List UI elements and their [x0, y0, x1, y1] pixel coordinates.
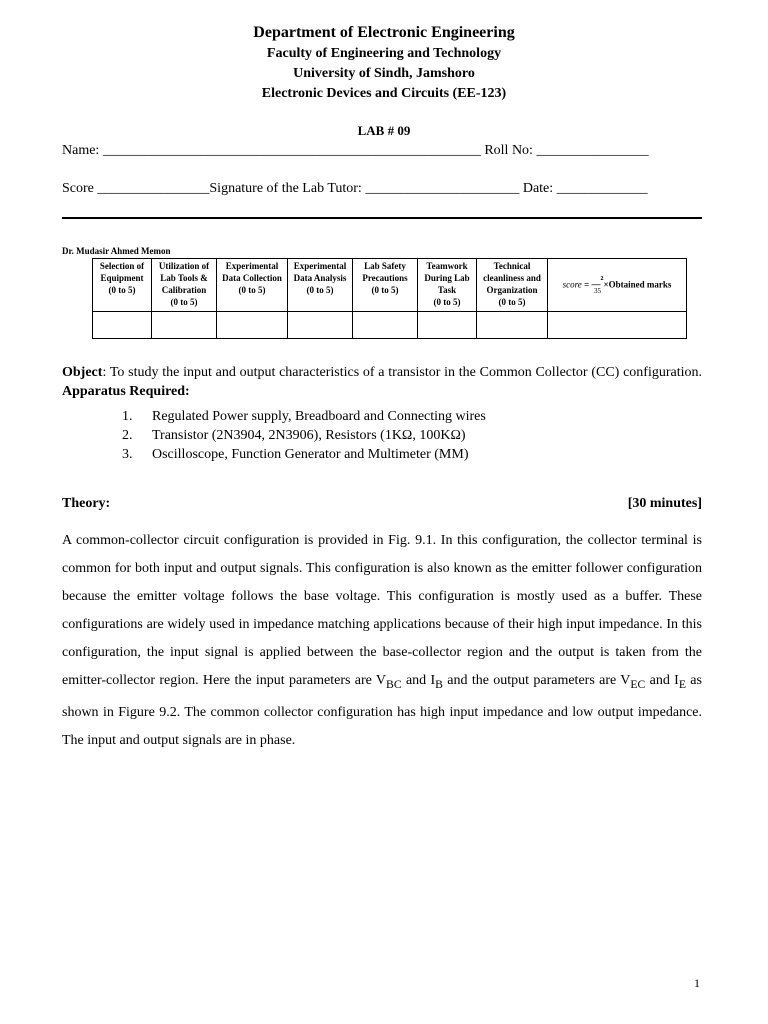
- formula-rhs: Obtained marks: [608, 279, 672, 290]
- name-field[interactable]: ______________________________________________________: [102, 143, 481, 158]
- formula-denominator: 35: [593, 286, 601, 295]
- department-title: Department of Electronic Engineering: [253, 24, 515, 41]
- theory-text-part: as shown in Figure 9.2. The common collector configuration has high input impedance and low output impedance. The input and output signals are in phase.: [62, 673, 702, 748]
- list-item: [122, 407, 486, 426]
- list-number: 1.: [122, 409, 133, 424]
- rubric-criterion-line: Equipment: [100, 273, 144, 283]
- subscript: EC: [630, 677, 646, 691]
- theory-heading-row: [62, 496, 702, 512]
- rubric-criterion: [152, 259, 217, 312]
- apparatus-label: Apparatus Required:: [62, 384, 190, 399]
- rubric-criterion-line: (0 to 5): [238, 285, 266, 295]
- object-text: : To study the input and output characteristics of a transistor in the Common Collector (CC) configuration.: [102, 365, 702, 380]
- score-field[interactable]: ________________: [97, 181, 210, 196]
- rubric-criterion: [93, 259, 152, 312]
- rubric-score-cell[interactable]: [152, 312, 217, 339]
- object-paragraph: [62, 363, 702, 401]
- roll-field[interactable]: ________________: [536, 143, 649, 158]
- signature-label: Signature of the Lab Tutor:: [209, 181, 362, 196]
- page-number: 1: [694, 976, 700, 990]
- theory-text-part: and I: [645, 673, 679, 688]
- rubric-criterion: [353, 259, 418, 312]
- faculty-title: Faculty of Engineering and Technology: [266, 46, 502, 61]
- rubric-score-cell[interactable]: [418, 312, 477, 339]
- author-name: Dr. Mudasir Ahmed Memon: [62, 246, 171, 256]
- list-item: [122, 445, 486, 464]
- formula-eq: =: [584, 279, 590, 290]
- rubric-score-cell[interactable]: [353, 312, 418, 339]
- formula-superscript: 2: [600, 275, 604, 282]
- roll-label: Roll No:: [484, 143, 533, 158]
- rubric-criterion-line: Calibration: [161, 285, 207, 295]
- rubric-criterion-line: (0 to 5): [306, 285, 334, 295]
- rubric-criterion-line: (0 to 5): [108, 285, 136, 295]
- rubric-criterion: [288, 259, 353, 312]
- rubric-header-row: [93, 259, 687, 312]
- rubric-criterion-line: Lab Safety: [364, 261, 406, 271]
- course-title: Electronic Devices and Circuits (EE-123): [261, 86, 507, 101]
- rubric-criterion: [217, 259, 288, 312]
- rubric-criterion-line: Precautions: [362, 273, 408, 283]
- subscript: E: [678, 677, 686, 691]
- rubric-criterion-line: (0 to 5): [371, 285, 399, 295]
- rubric-criterion: [418, 259, 477, 312]
- university-title: University of Sindh, Jamshoro: [293, 66, 475, 81]
- subscript: BC: [386, 677, 402, 691]
- formula-lhs: score: [562, 279, 582, 290]
- name-row: [62, 143, 702, 159]
- rubric-criterion-line: cleanliness and: [483, 273, 541, 283]
- rubric-criterion-line: During Lab: [424, 273, 470, 283]
- score-formula: [548, 259, 687, 312]
- formula-times: ×: [603, 279, 609, 290]
- rubric-criterion-line: Experimental: [225, 261, 279, 271]
- rubric-criterion-line: Lab Tools &: [160, 273, 208, 283]
- rubric-score-cell[interactable]: [288, 312, 353, 339]
- header-divider: [62, 217, 702, 219]
- rubric-criterion: [477, 259, 548, 312]
- rubric-table: [92, 258, 687, 339]
- rubric-criterion-line: (0 to 5): [498, 297, 526, 307]
- rubric-criterion-line: (0 to 5): [433, 297, 461, 307]
- list-text: Regulated Power supply, Breadboard and Connecting wires: [152, 409, 486, 424]
- theory-text-part: and I: [401, 673, 436, 688]
- object-label: Object: [62, 365, 103, 380]
- rubric-criterion-line: Data Collection: [222, 273, 282, 283]
- rubric-score-row: [93, 312, 687, 339]
- rubric-criterion-line: (0 to 5): [170, 297, 198, 307]
- theory-heading: Theory:: [62, 496, 111, 511]
- date-field[interactable]: _____________: [556, 181, 648, 196]
- rubric-criterion-line: Selection of: [99, 261, 145, 271]
- rubric-score-cell[interactable]: [93, 312, 152, 339]
- rubric-criterion-line: Utilization of: [158, 261, 210, 271]
- rubric-criterion-line: Experimental: [293, 261, 347, 271]
- score-label: Score: [62, 181, 94, 196]
- apparatus-list: [122, 407, 486, 464]
- theory-text-part: A common-collector circuit configuration is provided in Fig. 9.1. In this configuration, the collector terminal is common for both input and output signals. This configuration is also known as the emitter follower configuration because the emitter voltage follows the base voltage. This configuration is mostly used as a buffer. These configurations are widely used in impedance matching applications because of their high input impedance. In this configuration, the input signal is applied between the base-collector region and the output is taken from the emitter-collector region. Here the input parameters are V: [62, 533, 702, 688]
- signature-field[interactable]: ______________________: [365, 181, 520, 196]
- list-number: 2.: [122, 428, 133, 443]
- formula-numerator: __: [591, 275, 601, 286]
- rubric-score-cell[interactable]: [217, 312, 288, 339]
- rubric-criterion-line: Organization: [486, 285, 538, 295]
- name-label: Name:: [62, 143, 100, 158]
- rubric-score-cell[interactable]: [477, 312, 548, 339]
- rubric-criterion-line: Task: [437, 285, 457, 295]
- list-text: Transistor (2N3904, 2N3906), Resistors (1KΩ, 100KΩ): [152, 428, 466, 443]
- rubric-criterion-line: Technical: [493, 261, 531, 271]
- theory-time: [30 minutes]: [627, 496, 702, 511]
- list-text: Oscilloscope, Function Generator and Multimeter (MM): [152, 447, 469, 462]
- theory-paragraph: [62, 527, 702, 755]
- list-number: 3.: [122, 447, 133, 462]
- date-label: Date:: [522, 181, 554, 196]
- subscript: B: [435, 677, 443, 691]
- rubric-total-cell[interactable]: [548, 312, 687, 339]
- rubric-criterion-line: Data Analysis: [293, 273, 347, 283]
- theory-text-part: and the output parameters are V: [442, 673, 631, 688]
- score-row: [62, 181, 702, 197]
- lab-number: LAB # 09: [357, 123, 411, 138]
- list-item: [122, 426, 486, 445]
- rubric-criterion-line: Teamwork: [426, 261, 468, 271]
